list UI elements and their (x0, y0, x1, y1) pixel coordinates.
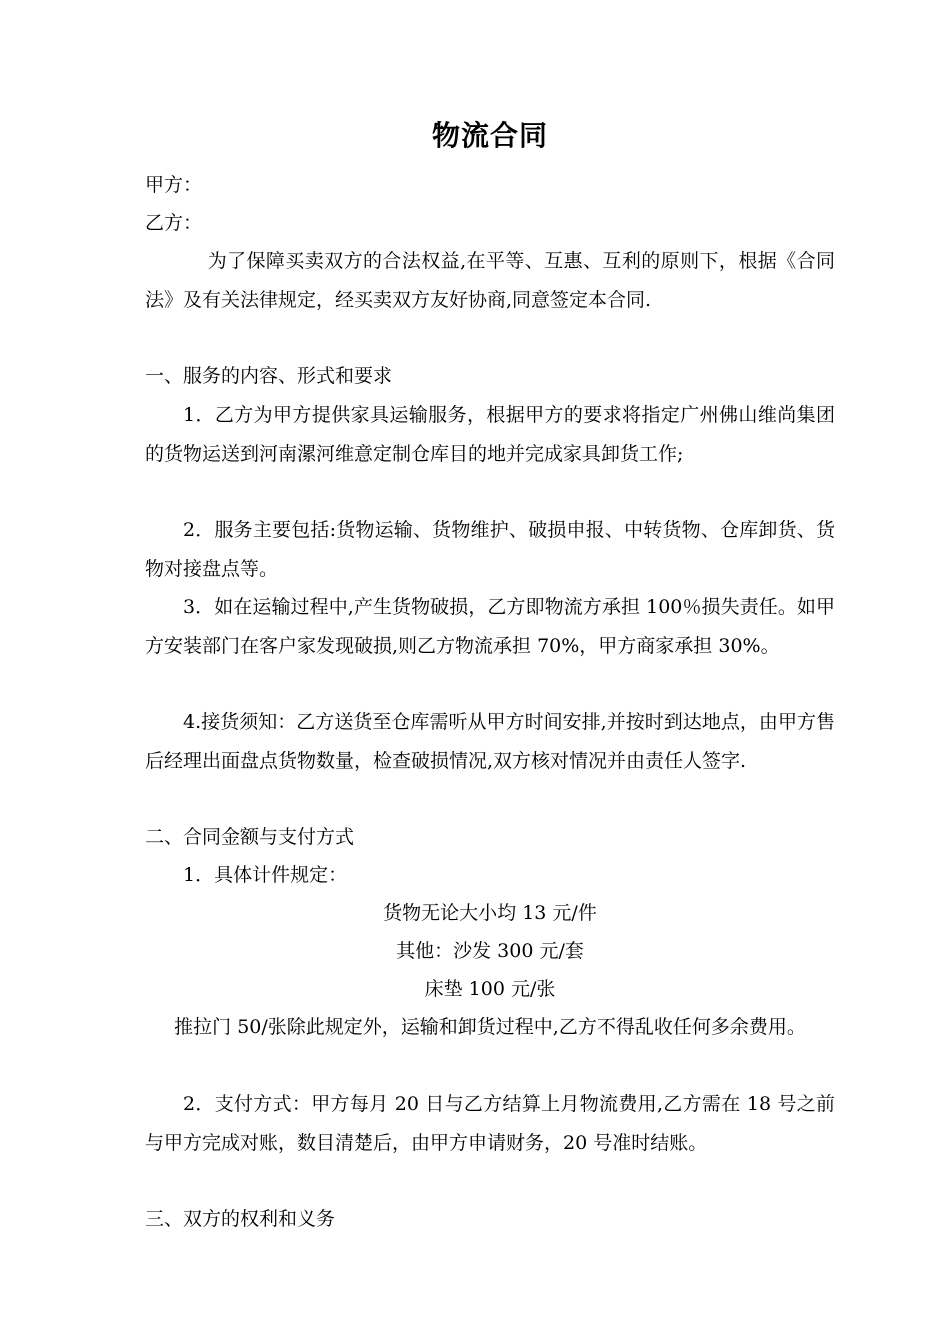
section3-heading: 三、双方的权利和义务 (145, 1208, 336, 1230)
price-rule-goods: 货物无论大小均 13 元/件 (383, 902, 597, 924)
section1-item1: 1．乙方为甲方提供家具运输服务，根据甲方的要求将指定广州佛山维尚集团的货物运送到河南漯河维意定制仓库目的地并完成家具卸货工作; (145, 404, 835, 465)
preamble-paragraph: 为了保障买卖双方的合法权益,在平等、互惠、互利的原则下，根据《合同法》及有关法律规定，经买卖双方友好协商,同意签定本合同. (145, 250, 835, 311)
section2-item1: 1．具体计件规定： (183, 864, 348, 886)
section1-item3: 3．如在运输过程中,产生货物破损，乙方即物流方承担 100％损失责任。如甲方安装部门在客户家发现破损,则乙方物流承担 70%，甲方商家承担 30%。 (145, 596, 835, 657)
price-rule-sofa: 其他：沙发 300 元/套 (396, 940, 584, 962)
section1-item4: 4.接货须知：乙方送货至仓库需听从甲方时间安排,并按时到达地点，由甲方售后经理出面盘点货物数量，检查破损情况,双方核对情况并由责任人签字. (145, 711, 835, 772)
party-a-line: 甲方： (145, 174, 203, 196)
price-rule-sliding-door: 推拉门 50/张除此规定外，运输和卸货过程中,乙方不得乱收任何多余费用。 (174, 1016, 806, 1038)
section1-item2: 2．服务主要包括:货物运输、货物维护、破损申报、中转货物、仓库卸货、货物对接盘点等。 (145, 519, 835, 580)
document-title: 物流合同 (431, 119, 548, 152)
section2-item2: 2．支付方式：甲方每月 20 日与乙方结算上月物流费用,乙方需在 18 号之前与甲方完成对账，数目清楚后，由甲方申请财务，20 号准时结账。 (145, 1093, 835, 1154)
section2-heading: 二、合同金额与支付方式 (145, 826, 355, 848)
price-rule-mattress: 床垫 100 元/张 (424, 978, 556, 1000)
section1-heading: 一、服务的内容、形式和要求 (145, 365, 393, 387)
party-b-line: 乙方： (145, 212, 203, 234)
